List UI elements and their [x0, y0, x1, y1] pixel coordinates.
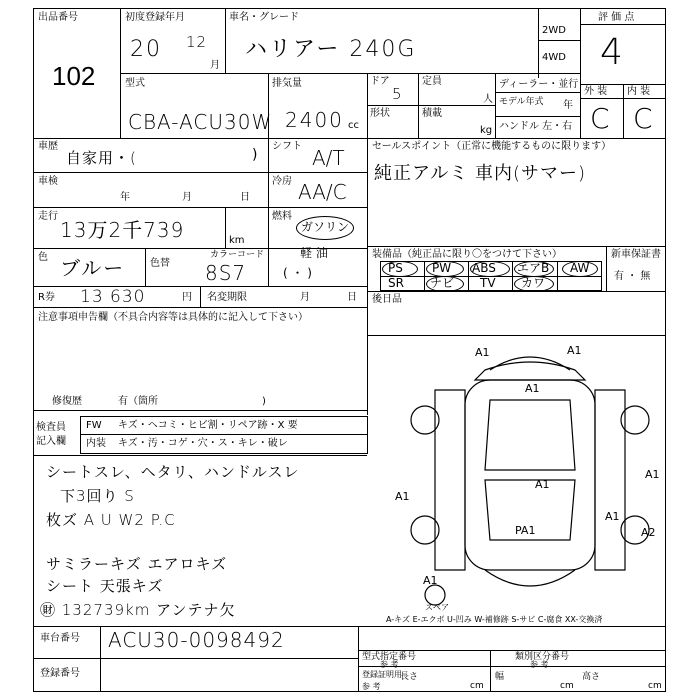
capacity-label: 定員: [422, 76, 442, 87]
sales-point-value: 純正アルミ 車内(サマー): [374, 163, 587, 184]
fuel-label: 燃料: [272, 211, 292, 222]
repair-value: 有（箇所: [118, 396, 158, 407]
load-label: 積載: [422, 108, 442, 119]
name-change-month: 月: [300, 292, 310, 303]
spare-label: スペア: [425, 603, 449, 612]
grade-value: 4: [600, 32, 625, 73]
model-year-unit: 年: [563, 100, 573, 111]
shift-label: シフト: [272, 141, 302, 152]
color-value: ブルー: [60, 256, 126, 280]
note-line-1: シートスレ、ヘタリ、ハンドルスレ: [46, 463, 300, 481]
designation-label: 型式指定番号: [362, 652, 417, 662]
equip-pw-circle: [426, 261, 464, 277]
note-line-5: シート 天張キズ: [46, 577, 164, 595]
recycle-unit: 円: [182, 292, 192, 303]
first-reg-month: 12: [186, 33, 208, 51]
note-line-2: 下3回り S: [60, 487, 135, 505]
designation-ref: 参 考: [380, 660, 399, 669]
new-cert-value: 有 ・ 無: [614, 271, 651, 282]
doors-label: ドア: [370, 76, 390, 87]
sales-point-label: セールスポイント（正常に機能するものに限ります）: [372, 141, 612, 152]
fuel-alt: 軽 油: [300, 246, 328, 260]
cooler-value: AA/C: [298, 180, 347, 204]
recycle-label: R券: [38, 292, 55, 303]
drive-4wd: 4WD: [542, 52, 566, 63]
mark-5: A1: [535, 478, 550, 491]
first-reg-year: 20: [130, 37, 162, 62]
doors-value: 5: [392, 85, 403, 103]
fw-items: キズ・ヘコミ・ヒビ割・リペア跡・X 要: [118, 420, 298, 431]
mark-9: A2: [641, 526, 656, 539]
equip-ps-circle: [382, 261, 418, 277]
chassis-value: ACU30-0098492: [108, 628, 285, 652]
color-code-label: カラーコード: [210, 250, 265, 260]
model-value: CBA-ACU30W: [128, 110, 273, 134]
color-label: 色: [38, 252, 48, 263]
mark-4: A1: [395, 490, 410, 503]
inspection-month: 月: [182, 192, 192, 203]
mileage-unit: km: [229, 235, 245, 246]
recycle-value: 13 630: [80, 287, 146, 307]
equip-abs-circle: [470, 261, 510, 277]
mark-2: A1: [567, 344, 582, 357]
equip-aw-circle: [562, 261, 598, 277]
shape-label: 形状: [370, 108, 390, 119]
lot-number: 102: [52, 61, 96, 91]
category-ref: 参 考: [530, 660, 549, 669]
new-cert-label: 新車保証書: [611, 249, 661, 260]
category-label: 類別区分番号: [515, 652, 570, 662]
equip-abs: ABS: [472, 261, 496, 275]
equip-tv: TV: [480, 276, 496, 290]
model-year-label: モデル年式: [499, 97, 544, 107]
repair-close: ): [262, 396, 266, 407]
dim-length: 長さ: [400, 672, 419, 682]
mark-6: A1: [645, 468, 660, 481]
inspection-year: 年: [120, 192, 130, 203]
chassis-label: 車台番号: [40, 633, 80, 644]
cert-label: 登録証明用: [362, 670, 402, 679]
capacity-unit: 人: [483, 94, 493, 105]
mileage-value: 13万2千739: [60, 218, 185, 242]
first-reg-unit: 月: [210, 60, 220, 71]
registration-label: 登録番号: [40, 668, 80, 679]
mark-8: A1: [423, 574, 438, 587]
dim-length-unit: cm: [470, 681, 484, 691]
mark-1: A1: [475, 346, 490, 359]
model-label: 型式: [125, 78, 145, 89]
equip-aw: AW: [570, 261, 590, 275]
fw-label: FW: [86, 420, 102, 431]
note-line-4: サミラーキズ エアロキズ: [46, 555, 228, 573]
first-reg-label: 初度登録年月: [125, 12, 185, 23]
cooler-label: 冷房: [272, 176, 292, 187]
note-line-6: ㊖ 132739km アンテナ欠: [40, 601, 236, 619]
int-value: C: [633, 102, 655, 135]
inspector-int-label: 内装: [86, 438, 106, 449]
mileage-label: 走行: [38, 211, 58, 222]
dim-height-unit: cm: [648, 681, 662, 691]
name-change-day: 日: [347, 292, 357, 303]
load-unit: kg: [480, 125, 493, 136]
dealer-label: ディーラー・並行: [499, 79, 579, 90]
equip-leather: カワ: [521, 276, 546, 290]
equip-sr: SR: [388, 276, 404, 290]
dim-width: 幅: [495, 672, 505, 682]
color-code-value: 8S7: [205, 261, 247, 285]
equip-leather-circle: [514, 276, 554, 292]
cert-ref: 参 考: [362, 682, 381, 691]
history-value: 自家用・(: [66, 149, 137, 167]
displacement-label: 排気量: [272, 78, 302, 89]
later-install-label: 後日品: [372, 294, 402, 305]
mark-3: A1: [525, 382, 540, 395]
drive-2wd: 2WD: [542, 25, 566, 36]
note-line-3: 枚ズ A U W2 P.C: [46, 511, 176, 529]
ext-value: C: [590, 102, 612, 135]
inspector-label-2: 記入欄: [36, 436, 66, 447]
name-change-label: 名変期限: [207, 292, 247, 303]
fuel-value: ガソリン: [301, 220, 350, 234]
equip-pw: PW: [432, 261, 452, 275]
equip-airbag: エアB: [517, 261, 550, 275]
int-label: 内 装: [627, 86, 651, 97]
equip-navi: ナビ: [430, 276, 455, 290]
mark-10: PA1: [515, 524, 536, 537]
car-damage-diagram: [395, 340, 665, 612]
inspection-day: 日: [240, 192, 250, 203]
car-name-value: ハリアー 240G: [245, 37, 417, 62]
displacement-unit: cc: [348, 120, 359, 131]
inspector-int-items: キズ・汚・コゲ・穴・ス・キレ・破レ: [118, 438, 288, 449]
color-change-label: 色替: [150, 258, 170, 269]
dim-height: 高さ: [582, 672, 601, 682]
ext-label: 外 装: [584, 86, 608, 97]
displacement-value: 2400: [285, 108, 344, 132]
history-label: 車歴: [38, 141, 58, 152]
damage-legend: A-キズ E-エクボ U-凹み W-補修跡 S-サビ C-腐食 XX-交換済: [386, 615, 603, 624]
inspector-label-1: 検査員: [36, 422, 66, 433]
equip-navi-circle: [426, 276, 464, 292]
mark-7: A1: [605, 510, 620, 523]
car-name-label: 車名・グレード: [229, 12, 299, 23]
equip-ps: PS: [388, 261, 403, 275]
handle-label: ハンドル 左・右: [499, 121, 573, 132]
lot-label: 出品番号: [38, 12, 78, 23]
equip-airbag-circle: [514, 261, 554, 277]
inspection-label: 車検: [38, 176, 58, 187]
repair-label: 修復歴: [52, 396, 82, 407]
notes-label: 注意事項申告欄（不具合内容等は具体的に記入して下さい）: [38, 312, 308, 323]
history-close: ): [252, 147, 258, 163]
shift-value: A/T: [312, 146, 345, 170]
grade-label: 評 価 点: [598, 12, 635, 23]
fuel-paren: ( ・ ): [283, 266, 312, 280]
dim-width-unit: cm: [560, 681, 574, 691]
equipment-label: 装備品（純正品に限り〇をつけて下さい）: [372, 249, 562, 260]
